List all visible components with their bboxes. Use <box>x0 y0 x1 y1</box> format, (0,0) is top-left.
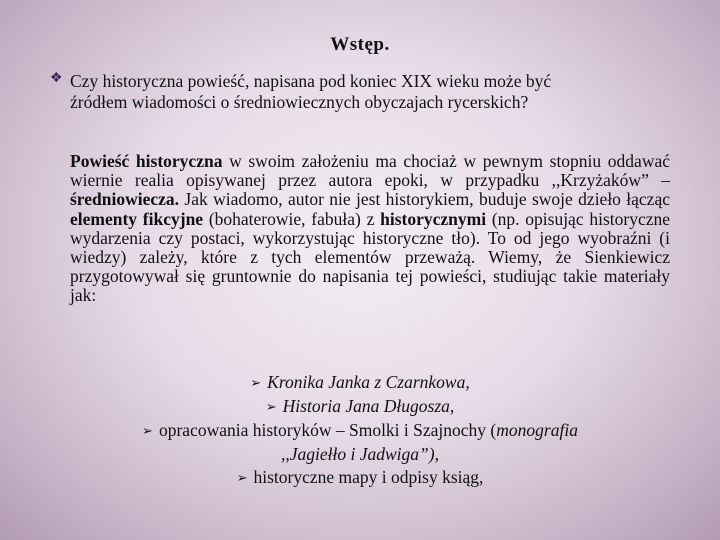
list-item <box>60 419 660 466</box>
paragraph-text: w swoim założeniu ma chociaż w pewnym stopniu oddawać wiernie realia opisywanej przez autora epoki, w przypadku ,,Krzyżaków” – <box>70 151 670 191</box>
list-item-text-italic: monografia <box>496 420 578 440</box>
term-fictional-elements: elementy fikcyjne <box>70 208 204 229</box>
list-item <box>60 466 660 490</box>
question-text <box>70 71 690 113</box>
arrow-bullet-icon: ➢ <box>236 470 248 485</box>
term-historical-novel: Powieść historyczna <box>70 151 223 171</box>
intro-paragraph <box>70 152 670 306</box>
list-item-text: Kronika Janka z Czarnkowa, <box>267 372 470 392</box>
paragraph-text: (np. opisując historyczne wydarzenia czy postaci, wykorzystując historyczne tło). To od jego wyobraźni (i wiedzy) zależy, które z tych elementów przeważą. Wiemy, że Sienkiewicz przygotowywał się gruntownie do napisania tej powieści, studiując takie materiały jak: <box>70 208 670 306</box>
question-bullet-point <box>50 71 690 113</box>
sources-list <box>60 371 660 490</box>
diamond-bullet-icon: ❖ <box>50 71 63 86</box>
list-item <box>60 395 660 419</box>
slide-title: Wstęp. <box>330 34 390 55</box>
arrow-bullet-icon: ➢ <box>142 423 153 438</box>
question-line-1: Czy historyczna powieść, napisana pod koniec XIX wieku może być <box>70 71 552 91</box>
arrow-bullet-icon: ➢ <box>250 375 262 390</box>
list-item-text: historyczne mapy i odpisy ksiąg, <box>253 467 484 487</box>
list-item-text: opracowania historyków – Smolki i Szajnochy ( <box>158 420 497 440</box>
term-historical: historycznymi <box>380 208 487 229</box>
list-item-text-italic: ,,Jagiełło i Jadwiga”), <box>281 444 439 464</box>
list-item <box>60 371 660 395</box>
term-middle-ages: średniowiecza. <box>70 189 180 210</box>
arrow-bullet-icon: ➢ <box>265 399 277 414</box>
question-line-2: źródłem wiadomości o średniowiecznych obyczajach rycerskich? <box>70 92 529 112</box>
paragraph-text: (bohaterowie, fabuła) z <box>203 208 381 229</box>
list-item-text: Historia Jana Długosza, <box>282 396 455 416</box>
paragraph-text: Jak wiadomo, autor nie jest historykiem, buduje swoje dzieło łącząc <box>179 189 670 210</box>
